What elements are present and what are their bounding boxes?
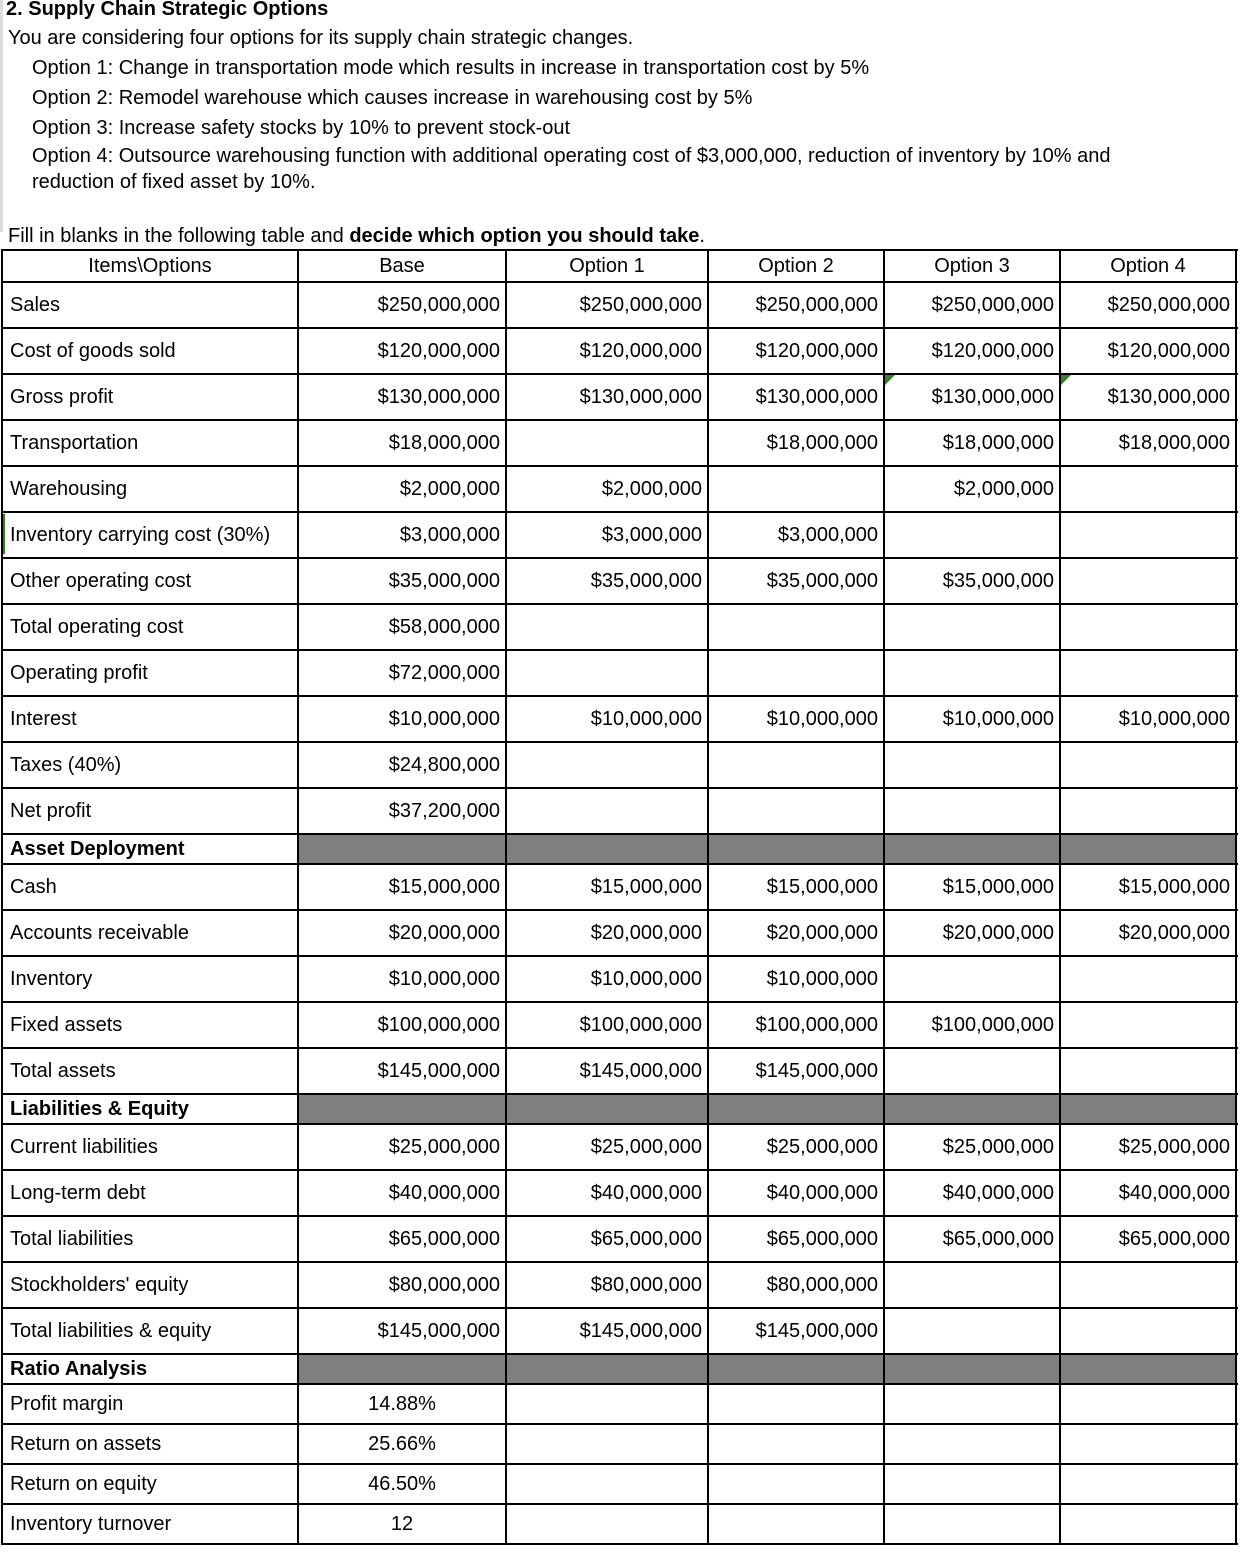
value-cell xyxy=(884,650,1060,696)
value-cell: $100,000,000 xyxy=(579,1013,702,1036)
column-header-option-4: Option 4 xyxy=(1110,254,1186,277)
value-cell: $72,000,000 xyxy=(388,661,500,684)
value-cell: $3,000,000 xyxy=(399,523,500,546)
value-cell: $40,000,000 xyxy=(388,1181,500,1204)
value-cell: $65,000,000 xyxy=(1118,1227,1230,1250)
section-header: Asset Deployment xyxy=(10,837,185,860)
value-cell: $130,000,000 xyxy=(1107,385,1230,408)
grid-row-line xyxy=(2,557,1238,559)
value-cell: $10,000,000 xyxy=(388,967,500,990)
grid-row-line xyxy=(2,1307,1238,1309)
row-label: Return on equity xyxy=(10,1472,157,1495)
value-cell: $35,000,000 xyxy=(942,569,1054,592)
value-cell xyxy=(708,650,884,696)
grid-row-line xyxy=(2,603,1238,605)
grid-row-line xyxy=(2,909,1238,911)
value-cell xyxy=(708,1384,884,1424)
value-cell xyxy=(1060,1504,1236,1544)
grid-row-line xyxy=(2,465,1238,467)
value-cell: $10,000,000 xyxy=(766,707,878,730)
value-cell xyxy=(884,1262,1060,1308)
row-label: Accounts receivable xyxy=(10,921,189,944)
value-cell: $20,000,000 xyxy=(590,921,702,944)
value-cell xyxy=(884,788,1060,834)
value-cell xyxy=(884,1504,1060,1544)
value-cell: $65,000,000 xyxy=(766,1227,878,1250)
grid-row-line xyxy=(2,281,1238,283)
row-label: Gross profit xyxy=(10,385,114,408)
section-fill xyxy=(298,834,1236,864)
value-cell xyxy=(506,604,708,650)
grid-row-line xyxy=(2,1215,1238,1217)
grid-row-line xyxy=(2,249,1238,251)
row-label: Cost of goods sold xyxy=(10,339,176,362)
value-cell: $80,000,000 xyxy=(590,1273,702,1296)
value-cell: $15,000,000 xyxy=(388,875,500,898)
grid-row-line xyxy=(2,1001,1238,1003)
row-label: Operating profit xyxy=(10,661,148,684)
value-cell: $25,000,000 xyxy=(388,1135,500,1158)
value-cell: $130,000,000 xyxy=(579,385,702,408)
value-cell: $120,000,000 xyxy=(377,339,500,362)
value-cell: $15,000,000 xyxy=(590,875,702,898)
value-cell: $65,000,000 xyxy=(590,1227,702,1250)
column-header-items: Items\Options xyxy=(88,254,212,277)
value-cell xyxy=(1060,466,1236,512)
value-cell xyxy=(884,604,1060,650)
value-cell xyxy=(884,1424,1060,1464)
value-cell: $20,000,000 xyxy=(766,921,878,944)
value-cell xyxy=(1060,650,1236,696)
value-cell xyxy=(1060,1384,1236,1424)
value-cell: $10,000,000 xyxy=(1118,707,1230,730)
value-cell xyxy=(884,1308,1060,1354)
value-cell xyxy=(708,466,884,512)
grid-row-line xyxy=(2,695,1238,697)
value-cell xyxy=(884,512,1060,558)
grid-row-line xyxy=(2,649,1238,651)
grid-column-line xyxy=(1235,249,1237,1545)
value-cell: 12 xyxy=(390,1512,414,1535)
value-cell: $20,000,000 xyxy=(388,921,500,944)
value-cell: $18,000,000 xyxy=(1118,431,1230,454)
value-cell: $250,000,000 xyxy=(579,293,702,316)
grid-row-line xyxy=(2,1093,1238,1095)
value-cell xyxy=(1060,1424,1236,1464)
value-cell: $2,000,000 xyxy=(953,477,1054,500)
value-cell xyxy=(884,956,1060,1002)
row-label: Inventory xyxy=(10,967,93,990)
row-label: Return on assets xyxy=(10,1432,162,1455)
cell-comment-marker xyxy=(1061,375,1071,385)
grid-row-line xyxy=(2,1353,1238,1355)
grid-row-line xyxy=(2,955,1238,957)
value-cell: $35,000,000 xyxy=(388,569,500,592)
grid-row-line xyxy=(2,1383,1238,1385)
value-cell: $2,000,000 xyxy=(399,477,500,500)
value-cell: $15,000,000 xyxy=(942,875,1054,898)
grid-row-line xyxy=(2,1503,1238,1505)
value-cell: $35,000,000 xyxy=(590,569,702,592)
option1-text: Option 1: Change in transportation mode which results in increase in transportation cost by 5% xyxy=(32,57,870,79)
row-label: Total liabilities xyxy=(10,1227,134,1250)
option4-text-line1: Option 4: Outsource warehousing function with additional operating cost of $3,000,000, reduction of inventory by 10% and xyxy=(32,145,1111,167)
value-cell: $100,000,000 xyxy=(931,1013,1054,1036)
column-header-option-1: Option 1 xyxy=(569,254,645,277)
row-label: Taxes (40%) xyxy=(10,753,122,776)
grid-row-line xyxy=(2,1543,1238,1545)
row-label: Transportation xyxy=(10,431,139,454)
value-cell: $40,000,000 xyxy=(766,1181,878,1204)
value-cell xyxy=(1060,1464,1236,1504)
grid-column-line xyxy=(1,249,3,1545)
value-cell xyxy=(884,1048,1060,1094)
value-cell xyxy=(708,604,884,650)
value-cell: $10,000,000 xyxy=(942,707,1054,730)
grid-row-line xyxy=(2,1169,1238,1171)
value-cell: $25,000,000 xyxy=(942,1135,1054,1158)
row-label: Inventory turnover xyxy=(10,1512,172,1535)
value-cell xyxy=(506,742,708,788)
value-cell: $40,000,000 xyxy=(1118,1181,1230,1204)
question-title: 2. Supply Chain Strategic Options xyxy=(6,0,329,20)
left-margin-bar xyxy=(0,0,3,232)
value-cell xyxy=(708,788,884,834)
value-cell xyxy=(1060,742,1236,788)
value-cell: $25,000,000 xyxy=(1118,1135,1230,1158)
grid-column-line xyxy=(505,249,507,1545)
value-cell: $35,000,000 xyxy=(766,569,878,592)
value-cell xyxy=(506,1464,708,1504)
value-cell: $250,000,000 xyxy=(755,293,878,316)
grid-row-line xyxy=(2,863,1238,865)
value-cell: $25,000,000 xyxy=(590,1135,702,1158)
value-cell xyxy=(708,1504,884,1544)
row-label: Total liabilities & equity xyxy=(10,1319,212,1342)
value-cell xyxy=(506,1504,708,1544)
intro-text: You are considering four options for its supply chain strategic changes. xyxy=(8,27,634,49)
value-cell: 25.66% xyxy=(368,1432,436,1455)
option4-text-line2: reduction of fixed asset by 10%. xyxy=(32,171,316,193)
value-cell: $100,000,000 xyxy=(377,1013,500,1036)
value-cell xyxy=(1060,1002,1236,1048)
value-cell: $145,000,000 xyxy=(579,1319,702,1342)
value-cell: $65,000,000 xyxy=(388,1227,500,1250)
value-cell: $120,000,000 xyxy=(931,339,1054,362)
value-cell: $18,000,000 xyxy=(942,431,1054,454)
grid-row-line xyxy=(2,741,1238,743)
grid-row-line xyxy=(2,1423,1238,1425)
value-cell: $37,200,000 xyxy=(388,799,500,822)
row-label: Total operating cost xyxy=(10,615,184,638)
instruction-pre: Fill in blanks in the following table and xyxy=(8,225,350,247)
option2-text: Option 2: Remodel warehouse which causes increase in warehousing cost by 5% xyxy=(32,87,753,109)
value-cell xyxy=(708,742,884,788)
value-cell xyxy=(1060,512,1236,558)
option3-text: Option 3: Increase safety stocks by 10% to prevent stock-out xyxy=(32,117,571,139)
value-cell xyxy=(506,420,708,466)
value-cell xyxy=(708,1424,884,1464)
value-cell: $10,000,000 xyxy=(766,967,878,990)
value-cell: $25,000,000 xyxy=(766,1135,878,1158)
value-cell: $145,000,000 xyxy=(755,1319,878,1342)
grid-column-line xyxy=(297,249,299,1545)
column-header-option-2: Option 2 xyxy=(758,254,834,277)
row-label: Inventory carrying cost (30%) xyxy=(10,523,271,546)
grid-row-line xyxy=(2,1123,1238,1125)
value-cell: $24,800,000 xyxy=(388,753,500,776)
grid-column-line xyxy=(707,249,709,1545)
cell-comment-marker xyxy=(885,375,895,385)
value-cell: $40,000,000 xyxy=(590,1181,702,1204)
instruction-bold: decide which option you should take xyxy=(349,225,700,247)
value-cell xyxy=(1060,1308,1236,1354)
value-cell: $250,000,000 xyxy=(1107,293,1230,316)
grid-row-line xyxy=(2,373,1238,375)
value-cell: $2,000,000 xyxy=(601,477,702,500)
value-cell: $80,000,000 xyxy=(766,1273,878,1296)
grid-column-line xyxy=(1059,249,1061,1545)
value-cell: $10,000,000 xyxy=(590,967,702,990)
value-cell: $20,000,000 xyxy=(942,921,1054,944)
value-cell: $58,000,000 xyxy=(388,615,500,638)
section-header: Liabilities & Equity xyxy=(10,1097,189,1120)
instruction-post: . xyxy=(699,225,705,247)
value-cell: $145,000,000 xyxy=(755,1059,878,1082)
value-cell xyxy=(884,742,1060,788)
value-cell xyxy=(884,1384,1060,1424)
row-label: Interest xyxy=(10,707,77,730)
value-cell: $18,000,000 xyxy=(766,431,878,454)
value-cell: $10,000,000 xyxy=(388,707,500,730)
value-cell xyxy=(1060,1262,1236,1308)
value-cell xyxy=(884,1464,1060,1504)
value-cell xyxy=(506,788,708,834)
value-cell: $145,000,000 xyxy=(377,1319,500,1342)
row-label: Profit margin xyxy=(10,1392,124,1415)
row-label: Total assets xyxy=(10,1059,116,1082)
value-cell: $15,000,000 xyxy=(1118,875,1230,898)
value-cell xyxy=(1060,956,1236,1002)
value-cell xyxy=(1060,1048,1236,1094)
row-label: Warehousing xyxy=(10,477,128,500)
value-cell xyxy=(1060,788,1236,834)
instruction-text xyxy=(8,224,705,248)
value-cell: $145,000,000 xyxy=(579,1059,702,1082)
value-cell xyxy=(506,1424,708,1464)
value-cell: $145,000,000 xyxy=(377,1059,500,1082)
value-cell: $40,000,000 xyxy=(942,1181,1054,1204)
value-cell: $15,000,000 xyxy=(766,875,878,898)
row-label: Current liabilities xyxy=(10,1135,158,1158)
grid-row-line xyxy=(2,787,1238,789)
grid-row-line xyxy=(2,1047,1238,1049)
value-cell: $10,000,000 xyxy=(590,707,702,730)
row-label: Other operating cost xyxy=(10,569,192,592)
value-cell: $130,000,000 xyxy=(377,385,500,408)
value-cell xyxy=(1060,558,1236,604)
grid-row-line xyxy=(2,419,1238,421)
grid-row-line xyxy=(2,1261,1238,1263)
value-cell: 14.88% xyxy=(368,1392,436,1415)
value-cell xyxy=(1060,604,1236,650)
value-cell xyxy=(506,1384,708,1424)
row-label: Net profit xyxy=(10,799,92,822)
section-fill xyxy=(298,1354,1236,1384)
grid-column-line xyxy=(883,249,885,1545)
row-label: Stockholders' equity xyxy=(10,1273,189,1296)
value-cell: $3,000,000 xyxy=(777,523,878,546)
value-cell: $18,000,000 xyxy=(388,431,500,454)
grid-row-line xyxy=(2,327,1238,329)
value-cell xyxy=(708,1464,884,1504)
grid-row-line xyxy=(2,1463,1238,1465)
value-cell: $120,000,000 xyxy=(579,339,702,362)
row-label: Fixed assets xyxy=(10,1013,123,1036)
value-cell: $250,000,000 xyxy=(931,293,1054,316)
section-fill xyxy=(298,1094,1236,1124)
value-cell: 46.50% xyxy=(368,1472,436,1495)
column-header-option-3: Option 3 xyxy=(934,254,1010,277)
row-label: Long-term debt xyxy=(10,1181,146,1204)
row-label: Cash xyxy=(10,875,57,898)
row-label: Sales xyxy=(10,293,61,316)
value-cell xyxy=(506,650,708,696)
grid-row-line xyxy=(2,511,1238,513)
value-cell: $20,000,000 xyxy=(1118,921,1230,944)
grid-row-line xyxy=(2,833,1238,835)
value-cell: $250,000,000 xyxy=(377,293,500,316)
value-cell: $100,000,000 xyxy=(755,1013,878,1036)
value-cell: $120,000,000 xyxy=(755,339,878,362)
section-header: Ratio Analysis xyxy=(10,1357,148,1380)
value-cell: $120,000,000 xyxy=(1107,339,1230,362)
value-cell: $80,000,000 xyxy=(388,1273,500,1296)
value-cell: $130,000,000 xyxy=(931,385,1054,408)
value-cell: $3,000,000 xyxy=(601,523,702,546)
value-cell: $65,000,000 xyxy=(942,1227,1054,1250)
column-header-base: Base xyxy=(379,254,425,277)
value-cell: $130,000,000 xyxy=(755,385,878,408)
